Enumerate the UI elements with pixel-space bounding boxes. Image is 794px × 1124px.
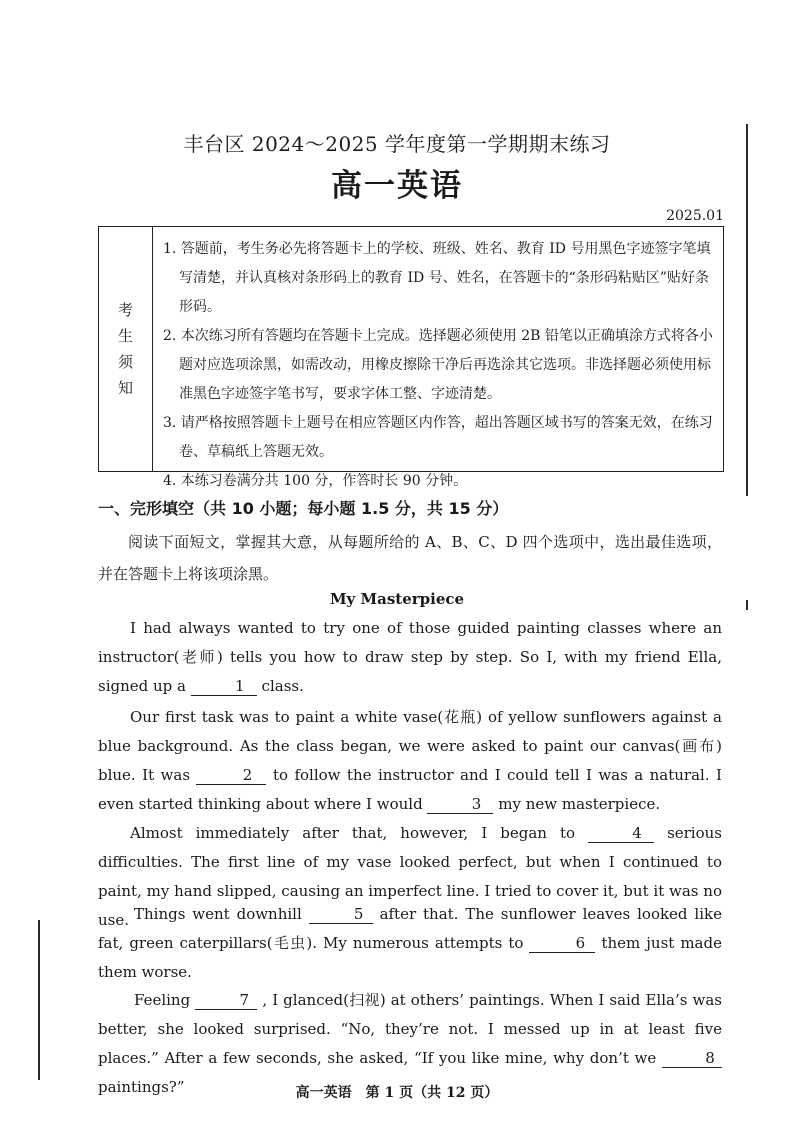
notice-item: 4. 本练习卷满分共 100 分，作答时长 90 分钟。	[163, 473, 468, 489]
passage-paragraph-1: I had always wanted to try one of those guided painting classes where an instructor(老师) tells you how to draw step by step. So I, with my friend Ella, signed up a 1 class.	[98, 619, 722, 695]
exam-title: 丰台区 2024～2025 学年度第一学期期末练习	[183, 132, 611, 156]
notice-label	[99, 227, 153, 471]
section-heading: 一、完形填空（共 10 小题；每小题 1.5 分，共 15 分）	[98, 499, 509, 518]
blank-8: 8	[662, 1049, 722, 1068]
passage-paragraph-3: Almost immediately after that, however, I began to 4 serious difficulties. The first line of my vase looked perfect, but when I continued to paint, my hand slipped, causing an imperfect line. I tried to cover it, but it was no use.	[98, 824, 722, 929]
passage-title: My Masterpiece	[329, 590, 465, 608]
candidate-notice-box	[98, 226, 724, 489]
exam-date: 2025.01	[666, 208, 724, 224]
passage-paragraph-2: Our first task was to paint a white vase(花瓶) of yellow sunflowers against a blue background. As the class began, we were asked to paint our canvas(画布) blue. It was 2 to follow the instructor and I could tell I was a natural. I even started thinking about where I would 3 my new masterpiece.	[98, 708, 722, 813]
blank-1: 1	[191, 677, 257, 696]
notice-item: 3. 请严格按照答题卡上题号在相应答题区内作答，超出答题区域书写的答案无效，在练习卷、草稿纸上答题无效。	[163, 415, 713, 460]
section-instruction: 阅读下面短文，掌握其大意，从每题所给的 A、B、C、D 四个选项中，选出最佳选项，并在答题卡上将该项涂黑。	[98, 533, 722, 583]
passage-paragraph-4: Things went downhill 5 after that. The sunflower leaves looked like fat, green caterpillars(毛虫). My numerous attempts to 6 them just made them worse.	[98, 905, 722, 981]
notice-label-char: 知	[117, 379, 133, 397]
blank-3: 3	[427, 795, 493, 814]
notice-item: 1. 答题前，考生务必先将答题卡上的学校、班级、姓名、教育 ID 号用黑色字迹签字笔填写清楚，并认真核对条形码上的教育 ID 号、姓名，在答题卡的“条形码粘贴区”贴好条形码。	[163, 241, 711, 315]
blank-5: 5	[309, 905, 373, 924]
blank-6: 6	[529, 934, 595, 953]
notice-items	[153, 227, 723, 489]
blank-4: 4	[588, 824, 654, 843]
margin-mark-left	[38, 920, 40, 1080]
blank-2: 2	[196, 766, 266, 785]
notice-item: 2. 本次练习所有答题均在答题卡上完成。选择题必须使用 2B 铅笔以正确填涂方式将各小题对应选项涂黑，如需改动，用橡皮擦除干净后再选涂其它选项。非选择题必须使用标准黑色字迹签字笔书写，要求字体工整、字迹清楚。	[163, 328, 713, 402]
notice-label-char: 生	[117, 327, 133, 345]
subject-title: 高一英语	[331, 168, 463, 204]
passage-paragraph-5: Feeling 7 , I glanced(扫视) at others’ paintings. When I said Ella’s was better, she looked surprised. “No, they’re not. I messed up in at least five places.” After a few seconds, she asked, “If you like mine, why don’t we 8 paintings?”	[98, 991, 722, 1096]
notice-label-char: 考	[117, 301, 133, 319]
blank-7: 7	[195, 991, 257, 1010]
notice-label-char: 须	[117, 353, 133, 371]
page-footer: 高一英语 第 1 页（共 12 页）	[295, 1085, 499, 1101]
